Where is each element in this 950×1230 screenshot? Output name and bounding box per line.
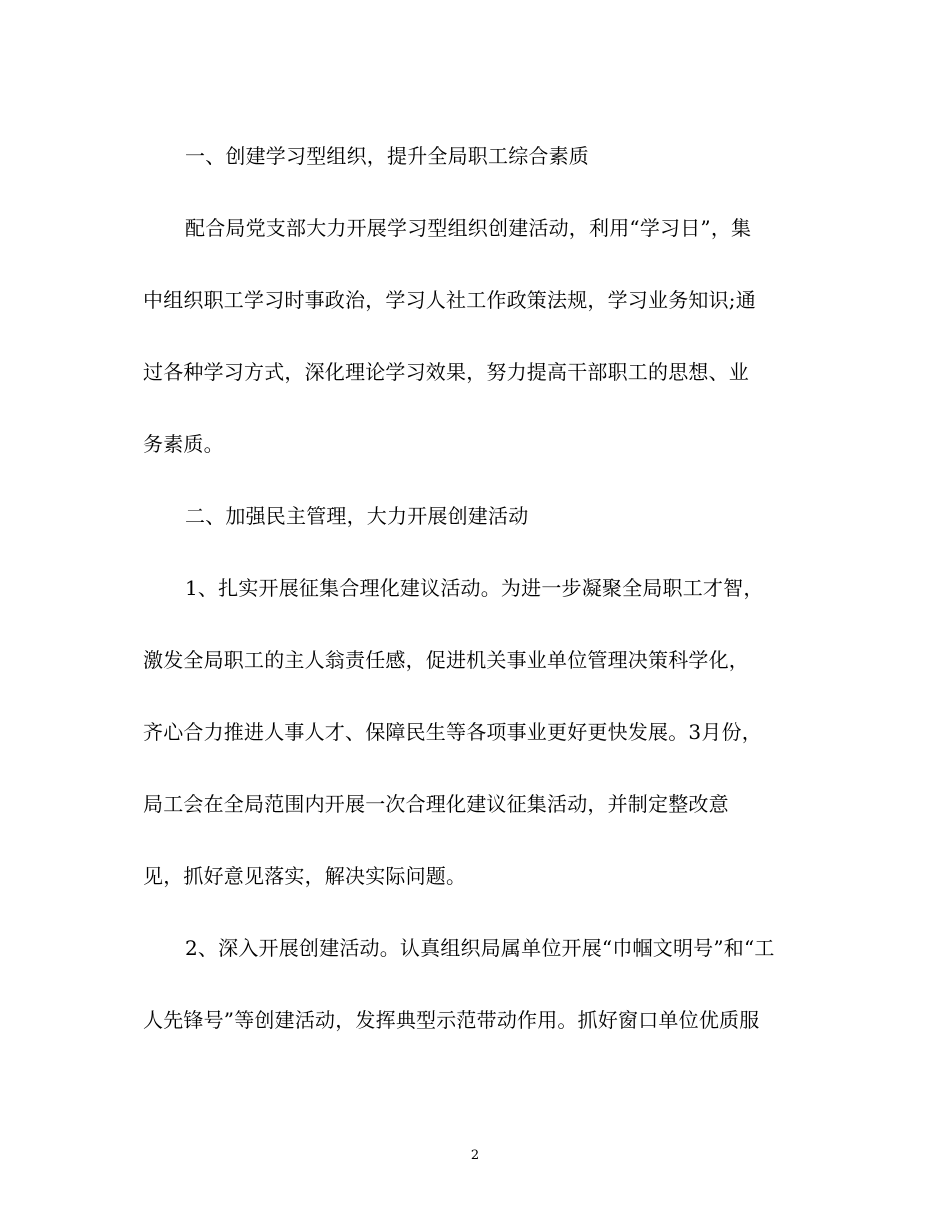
paragraph-line: 激发全局职工的主人翁责任感，促进机关事业单位管理决策科学化，	[143, 648, 749, 672]
paragraph-line: 务素质。	[143, 432, 224, 456]
page-number: 2	[470, 1148, 480, 1163]
paragraph-line: 齐心合力推进人事人才、保障民生等各项事业更好更快发展。3月份，	[143, 720, 762, 744]
paragraph-line: 见，抓好意见落实，解决实际问题。	[143, 864, 467, 888]
paragraph-line: 2、深入开展创建活动。认真组织局属单位开展“巾帼文明号”和“工	[185, 936, 775, 960]
paragraph-line: 局工会在全局范围内开展一次合理化建议征集活动，并制定整改意	[143, 792, 729, 816]
paragraph-line: 配合局党支部大力开展学习型组织创建活动，利用“学习日”，集	[185, 216, 752, 240]
paragraph-line: 人先锋号”等创建活动，发挥典型示范带动作用。抓好窗口单位优质服	[143, 1008, 760, 1032]
paragraph-line: 1、扎实开展征集合理化建议活动。为进一步凝聚全局职工才智，	[185, 576, 764, 600]
section-heading-2: 二、加强民主管理，大力开展创建活动	[185, 504, 529, 528]
section-heading-1: 一、创建学习型组织，提升全局职工综合素质	[185, 144, 589, 168]
paragraph-line: 过各种学习方式，深化理论学习效果，努力提高干部职工的思想、业	[143, 360, 749, 384]
paragraph-line: 中组织职工学习时事政治，学习人社工作政策法规，学习业务知识;通	[143, 288, 756, 312]
